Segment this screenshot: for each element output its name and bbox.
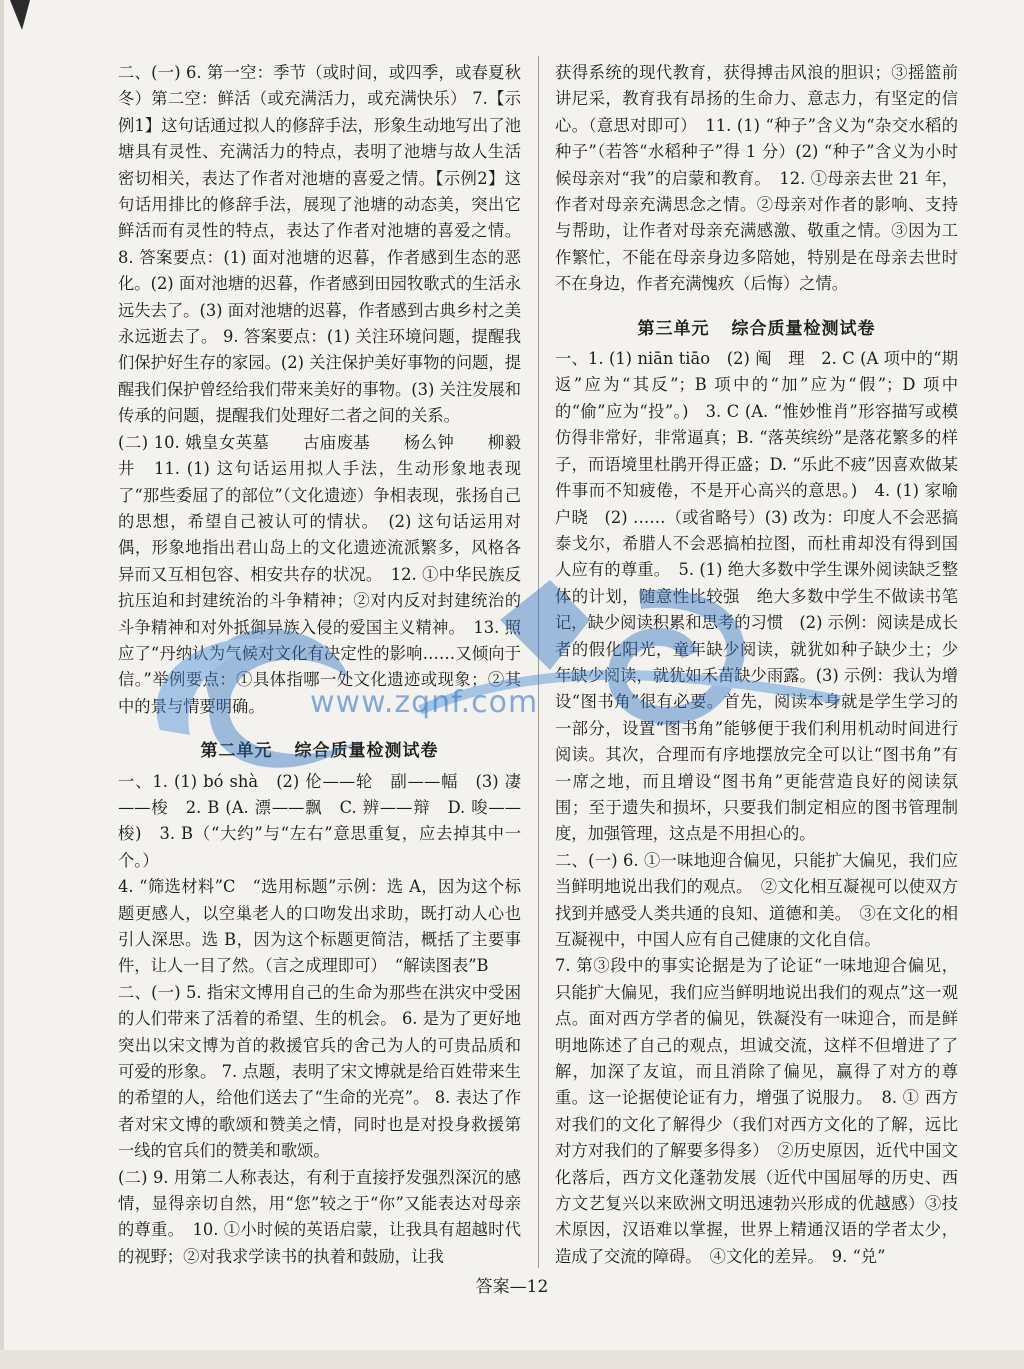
watermark-url: www.zqnf.com [310, 685, 539, 720]
column-divider [538, 56, 539, 1268]
unit2-subtitle: 综合质量检测试卷 [294, 741, 439, 762]
left-paragraph-4: 4. “筛选材料”C “选用标题”示例：选 A，因为这个标题更感人，以空巢老人的口吻发出求助，既打动人心也引人深思。选 B，因为这个标题更简洁，概括了主要事件，让人一目了然。（言之成理即可） “解读图表”B [118, 877, 521, 976]
scan-edge-left [0, 0, 4, 1369]
left-column [118, 60, 521, 1270]
left-paragraph-2: (二) 10. 娥皇女英墓 古庙废基 杨么钟 柳毅井 11. (1) 这句话运用拟人手法，生动形象地表现了“那些委屈了的部位”（文化遗迹）争相表现，张扬自己的思想，希望自己被认可的情状。 (2) 这句话运用对偶，形象地指出君山岛上的文化遗迹流派繁多，风格各异而又互相包容、相安共存的状况。 12. ①中华民族反抗压迫和封建统治的斗争精神；②对内反对封建统治的斗争精神和对外抵御异族入侵的爱国主义精神。 13. 照应了“丹纳认为气候对文化有决定性的影响……又倾向于信。”举例要点：①具体指哪一处文化遗迹或现象；②其中的景与情要明确。 [118, 432, 521, 716]
left-paragraph-3: 一、1. (1) bó shà (2) 伦——轮 副——幅 (3) 凄——梭 2. B (A. 漂——飘 C. 辨——辩 D. 唆——梭) 3. B（“大约”与“左右”意思重复，应去掉其中一个。） [118, 771, 521, 870]
unit2-title: 第二单元 [200, 741, 273, 762]
right-paragraph-2: 一、1. (1) niān tiāo (2) 阄 理 2. C (A 项中的“期返”应为“其反”；B 项中的“加”应为“假”；D 项中的“偷”应为“投”。) 3. C (A. “惟妙惟肖”形容描写或模仿得非常好，非常逼真；B. “落英缤纷”是落花繁多的样子，而语境里杜鹃开得正盛；D. “乐此不疲”因喜欢做某件事而不知疲倦，不是开心高兴的意思。) 4. (1) 家喻户晓 (2) ……（或省略号）(3) 改为：印度人不会恶搞泰戈尔，希腊人不会恶搞柏拉图，而杜甫却没有得到国人应有的尊重。 5. (1) 绝大多数中学生课外阅读缺乏整体的计划，随意性比较强 绝大多数中学生不做读书笔记，缺少阅读积累和思考的习惯 (2) 示例：阅读是成长者的假化阳光，童年缺少阅读，就犹如种子缺少土；少年缺少阅读，就犹如禾苗缺少雨露。(3) 示例：我认为增设“图书角”很有必要。首先，阅读本身就是学生学习的一部分，设置“图书角”能够便于我们利用机动时间进行阅读。其次，合理而有序地摆放完全可以让“图书角”有一席之地，而且增设“图书角”更能营造良好的阅读氛围；至于遗失和损坏，只要我们制定相应的图书管理制度，加强管理，这点是不用担心的。 [555, 349, 958, 844]
scan-edge-bottom [0, 1350, 1024, 1369]
unit3-subtitle: 综合质量检测试卷 [731, 318, 876, 339]
right-paragraph-3: 二、(一) 6. ①一味地迎合偏见，只能扩大偏见，我们应当鲜明地说出我们的观点。 ②文化相互凝视可以使双方找到并感受人类共通的良知、道德和美。 ③在文化的相互凝视中，中国人应有自己健康的文化自信。 [555, 850, 958, 949]
unit3-title: 第三单元 [637, 318, 710, 339]
corner-mark-icon [8, 0, 34, 32]
unit2-heading [118, 738, 521, 764]
right-column [555, 60, 958, 1270]
left-paragraph-5: 二、(一) 5. 指宋文博用自己的生命为那些在洪灾中受困的人们带来了活着的希望、生的机会。 6. 是为了更好地突出以宋文博为首的救援官兵的舍己为人的可贵品质和可爱的形象。 7. 点题，表明了宋文博就是给百姓带来生的希望的人，给他们送去了“生命的光亮”。 8. 表达了作者对宋文博的歌颂和赞美之情，同时也是对投身救援第一线的官兵们的赞美和歌颂。 [118, 982, 521, 1161]
left-paragraph-6: (二) 9. 用第二人称表达，有利于直接抒发强烈深沉的感情，显得亲切自然，用“您”较之于“你”又能表达对母亲的尊重。 10. ①小时候的英语启蒙，让我具有超越时代的视野；②对我求学读书的执着和鼓励，让我 [118, 1167, 521, 1266]
unit3-heading [555, 316, 958, 342]
page-number: 答案—12 [475, 1277, 549, 1297]
right-paragraph-4: 7. 第③段中的事实论据是为了论证“一味地迎合偏见，只能扩大偏见，我们应当鲜明地说出我们的观点”这一观点。面对西方学者的偏见，铁凝没有一味迎合，而是鲜明地陈述了自己的观点，坦诚交流，这样不但增进了了解，加深了友谊，而且消除了偏见，赢得了对方的尊重。这一论据使论证有力，增强了说服力。 8. ① 西方对我们的文化了解得少（我们对西方文化的了解，远比对方对我们的了解要多得多） ②历史原因，近代中国文化落后，西方文化蓬勃发展（近代中国屈辱的历史、西方文艺复兴以来欧洲文明迅速勃兴形成的优越感）③技术原因，汉语难以掌握，世界上精通汉语的学者太少，造成了交流的障碍。 ④文化的差异。 9. “兑” [555, 956, 958, 1266]
left-paragraph-1: 二、(一) 6. 第一空：季节（或时间，或四季，或春夏秋冬）第二空：鲜活（或充满活力，或充满快乐） 7.【示例1】这句话通过拟人的修辞手法，形象生动地写出了池塘具有灵性、充满活力的特点，表明了池塘与故人生活密切相关，表达了作者对池塘的喜爱之情。【示例2】这句话用排比的修辞手法，展现了池塘的动态美，突出它鲜活而有灵性的特点，表达了作者对池塘的喜爱之情。 8. 答案要点：(1) 面对池塘的迟暮，作者感到生态的恶化。(2) 面对池塘的迟暮，作者感到田园牧歌式的生活永远失去了。(3) 面对池塘的迟暮，作者感到古典乡村之美永远逝去了。 9. 答案要点：(1) 关注环境问题，提醒我们保护好生存的家园。(2) 关注保护美好事物的问题，提醒我们保护曾经给我们带来美好的事物。(3) 关注发展和传承的问题，提醒我们处理好二者之间的关系。 [118, 63, 521, 426]
right-paragraph-1: 获得系统的现代教育，获得搏击风浪的胆识；③摇篮前讲尼采，教育我有昂扬的生命力、意志力，有坚定的信心。（意思对即可） 11. (1) “种子”含义为“杂交水稻的种子”（若答“水稻种子”得 1 分）(2) “种子”含义为小时候母亲对“我”的启蒙和教育。 12. ①母亲去世 21 年，作者对母亲充满思念之情。②母亲对作者的影响、支持与帮助，让作者对母亲充满感激、敬重之情。③因为工作繁忙，不能在母亲身边多陪她，特别是在母亲去世时不在身边，作者充满愧疚（后悔）之情。 [555, 63, 958, 294]
